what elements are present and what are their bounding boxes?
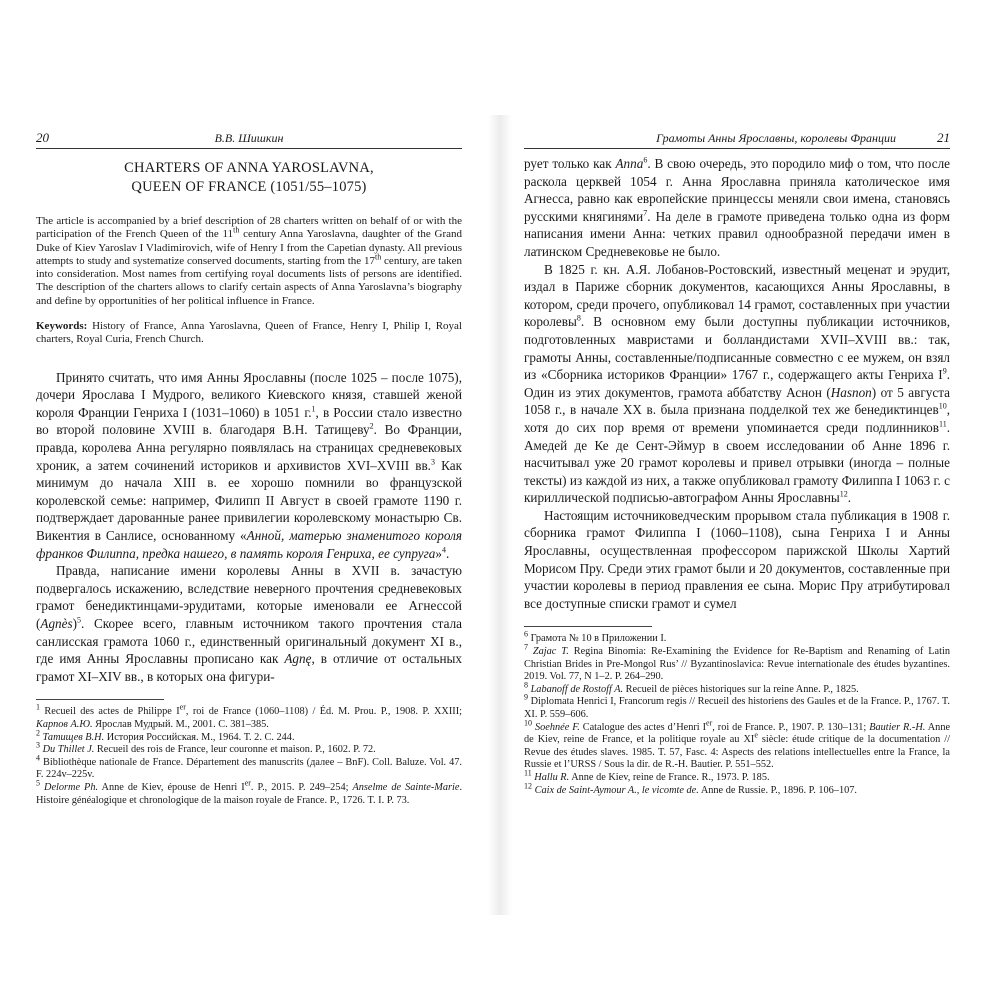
footnote-4: $^4$ Bibliothèque nationale de France. Département des manuscrits (далее – BnF). Coll. Baluze. Vol. 47. F. 224v–225v. [36, 753, 462, 781]
right-page-number: 21 [937, 130, 950, 145]
left-running-title: В.В. Шишкин [214, 131, 284, 145]
right-paragraph-2: В 1825 г. кн. А.Я. Лобанов-Ростовский, известный меценат и эрудит, издал в Париже сборник документов, касающихся Анны Ярославны, в котором, среди прочего, опубликовал 14 грамот, составленных при участии королевы$^8$. В основном ему были доступны публикации источников, подготовленных мавристами и болландистами XVII–XVIII вв.: так, грамоты Анны, составленные/подписанные совместно с ее мужем, он взял из «Сборника историков Франции» 1767 г., содержащего акты Генриха $I^9$. Один из этих документов, грамота аббатству Аснон (Hasnon) от 5 августа 1058 г., в начале XX в. была признана подделкой тех же бенедиктинцев$^{10}$, хотя до сих пор время от времени упоминается среди подлинников$^{11}$. Амедей де Ке де Сент-Эймур в своем исследовании об Анне 1896 г. насчитывал уже 20 грамот королевы и привел отрывки (иногда – полные тексты) из каждой из них, а также опубликовал грамоту Филиппа I 1063 г. с кириллической подписью-автографом Анны Ярославны$^{12}$. [524, 261, 950, 506]
footnote-ref: 1 [311, 404, 316, 414]
footnote-ref: 6 [643, 155, 648, 165]
footnote-5: $^5$ Delorme Ph. Anne de Kiev, épouse de Henri Ier. P., 2015. P. 249–254; Anselme de Sainte-Marie. Histoire généalogique et chronologique de la maison royale de France. P., 1726. T. I. P. 73. [36, 778, 463, 806]
footnote-ref: 12 [839, 489, 848, 499]
article-title [36, 159, 462, 197]
footnote-9: $^9$ Diplomata Henrici I, Francorum regis // Recueil des historiens des Gaules et de la France. P., 1767. T. XI. P. 559–606. [524, 692, 950, 720]
left-footnotes [36, 702, 463, 807]
book-gutter [488, 115, 512, 915]
footnote-ref: 5 [77, 615, 82, 625]
footnote-8: $^8$ Labanoff de Rostoff A. Recueil de pièces historiques sur la reine Anne. P., 1825. [524, 680, 859, 695]
footnote-10: $^{10}$ Soehnée F. Catalogue des actes d’Henri Ier, roi de France. P., 1907. P. 130–131; Bautier R.-H. Anne de Kiev, reine de France, et la politique royale au XIe siècle: étude critique de la documentation // Revue des études slaves. 1985. T. 57, Fasc. 4: Aspects des relations intellectuelles entre la France, la Russie et l’URSS / Sous la dir. de R.-H. Bautier. P. 551–552. [524, 718, 951, 771]
keywords [36, 320, 462, 347]
footnote-ref: 4 [441, 545, 446, 555]
footnote-ref: 11 [939, 419, 947, 429]
left-page-number: 20 [36, 130, 49, 145]
article-title-line1: CHARTERS OF ANNA YAROSLAVNA, [124, 160, 374, 176]
footnote-divider [36, 699, 164, 700]
right-running-head [524, 128, 950, 149]
right-paragraph-1: рует только как Anna$^6$. В свою очередь, это породило миф о том, что после раскола церквей 1054 г. Анна Ярославна приняла католическое имя Агнесса, равно как европейские принцессы меняли свои имена, становясь русскими княгинями$^7$. На деле в грамоте приведена только одна из форм написания имени Анна: четких правил однообразной передачи имен в латинском Средневековье не было. [524, 155, 951, 259]
footnote-ref: 7 [643, 208, 648, 218]
right-page [524, 128, 950, 797]
footnote-divider [524, 626, 652, 627]
footnote-ref: 9 [942, 366, 947, 376]
footnote-ref: 3 [430, 457, 435, 467]
footnote-ref: 2 [369, 422, 374, 432]
right-footnotes [524, 630, 951, 797]
left-running-head [36, 128, 462, 149]
left-paragraph-1: Принято считать, что имя Анны Ярославны (после 1025 – после 1075), дочери Ярослава I Мудрого, великого Киевского князя, ставшей женой короля Франции Генриха I (1031–1060) в 1051 г.$^1$, в России стало известно во второй половине XVIII в. благодаря В.Н. Татищеву$^2$. Во Франции, правда, королева Анна регулярно появлялась на страницах средневековых хроник, а затем сочинений историков и архивистов XVI–XVIII вв.$^3$ Как минимум до начала XIII в. ее хорошо помнили во французской королевской семье: например, Филипп II Август в своей грамоте 1190 г. подтверждает дарованные ранее привилегии королевскому монастырю Св. Викентия в Санлисе, основанному «Анной, матерью знаменитого короля франков Филиппа, предка нашего, в память короля Генриха, ее супруга»$^4$. [36, 369, 462, 561]
footnote-2: $^2$ Татищев В.Н. История Российская. М., 1964. Т. 2. С. 244. [36, 728, 295, 743]
right-paragraph-3: Настоящим источниковедческим прорывом стала публикация в 1908 г. сборника грамот Филиппа I (1060–1108), сына Генриха I и Анны Ярославны, осуществленная профессором парижской Школы Хартий Морисом Пру. Среди этих грамот были и 20 документов, составленные при участии королевы в период правления ее сына. Морис Пру атрибутировал все доступные списки грамот и сумел [524, 507, 950, 611]
left-paragraph-2: Правда, написание имени королевы Анны в XVII в. зачастую подвергалось искажению, вследствие неверного прочтения средневековых грамот бенедиктинцами-эрудитами, которые именовали ее Агнессой (Agnès)$^5$. Скорее всего, главным источником такого прочтения стала санлисская грамота 1060 г., единственный оригинальный документ XI в., где имя Анны Ярославны прописано как Agnę, в отличие от остальных грамот XI–XIV вв., в которых она фигури- [36, 563, 462, 684]
footnote-3: $^3$ Du Thillet J. Recueil des rois de France, leur couronne et maison. P., 1602. P. 72. [36, 740, 376, 756]
footnote-6: $^6$ Грамота № 10 в Приложении I. [524, 630, 667, 645]
footnote-7: $^7$ Zajac T. Regina Binomia: Re-Examining the Evidence for Re-Baptism and Renaming of Latin Christian Brides in Pre-Mongol Rus’ // Byzantinoslavica: Revue internationale des études byzantines. 2019. Vol. 77, N 1–2. P. 264–290. [524, 642, 950, 683]
footnote-11: $^{11}$ Hallu R. Anne de Kiev, reine de France. R., 1973. P. 185. [524, 768, 770, 783]
keywords-text: History of France, Anna Yaroslavna, Queen of France, Henry I, Philip I, Royal charters, Royal Curia, French Church. [36, 320, 462, 346]
article-title-line2: QUEEN OF FRANCE (1051/55–1075) [131, 179, 367, 195]
footnote-ref: 10 [938, 401, 947, 411]
abstract: The article is accompanied by a brief description of 28 charters written on behalf of or with the participation of the French Queen of the 11th century Anna Yaroslavna, daughter of the Grand Duke of Kiev Yaroslav I Vladimirovich, wife of Henry I from the Capetian dynasty. All previous attempts to study and systematize conserved documents, starting from the 17th century, are taken into consideration. Most names from certifying royal documents lists of persons are identified. The description of the charters allows to clarify certain aspects of Anna Yaroslavna’s biography and define by opportunities of her political influence in France. [36, 215, 463, 307]
keywords-label: Keywords: [36, 320, 88, 333]
footnote-1: $^1$ Recueil des actes de Philippe Ier, roi de France (1060–1108) / Éd. M. Prou. P., 1908. P. XXIII; Карпов А.Ю. Ярослав Мудрый. М., 2001. С. 381–385. [36, 702, 462, 730]
footnote-ref: 8 [576, 313, 581, 323]
right-running-title: Грамоты Анны Ярославны, королевы Франции [656, 131, 896, 145]
left-page [36, 128, 462, 807]
footnote-12: $^{12}$ Caix de Saint-Aymour A., le vicomte de. Anne de Russie. P., 1896. P. 106–107. [524, 781, 857, 796]
